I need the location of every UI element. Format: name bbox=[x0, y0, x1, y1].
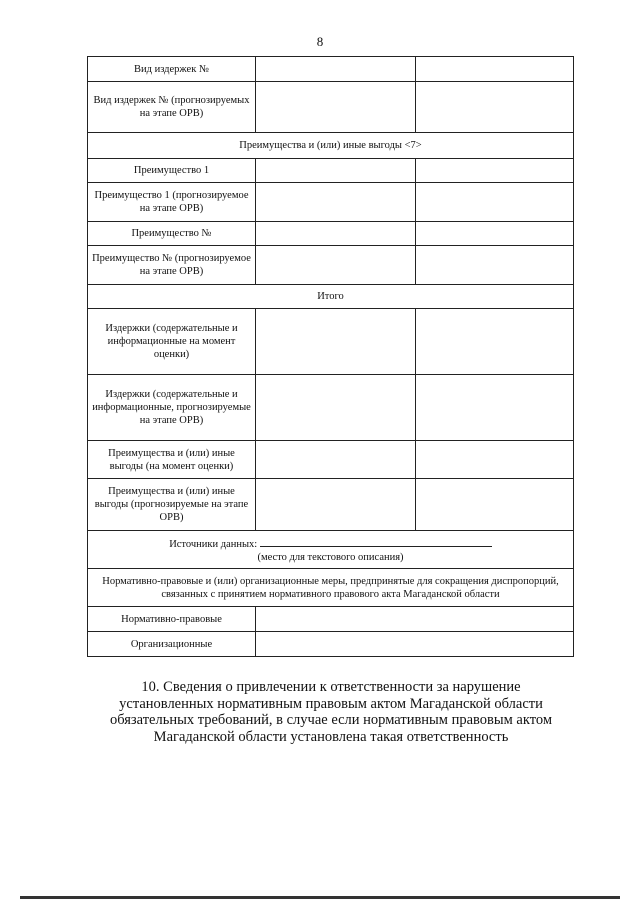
row-label-costs-current: Издержки (содержательные и информационные на момент оценки) bbox=[88, 309, 256, 375]
table-row bbox=[88, 479, 574, 531]
row-label-legal-measures: Нормативно-правовые bbox=[88, 607, 256, 632]
table-cell[interactable] bbox=[256, 57, 416, 82]
table-cell[interactable] bbox=[416, 479, 574, 531]
table-row bbox=[88, 133, 574, 159]
data-sources-hint: (место для текстового описания) bbox=[257, 551, 404, 563]
table-cell[interactable] bbox=[256, 309, 416, 375]
table-cell[interactable] bbox=[416, 375, 574, 441]
row-label-benefit-n: Преимущество № bbox=[88, 222, 256, 246]
row-label-benefits-forecast: Преимущества и (или) иные выгоды (прогнозируемые на этапе ОРВ) bbox=[88, 479, 256, 531]
table-row bbox=[88, 246, 574, 285]
table-cell[interactable] bbox=[256, 246, 416, 285]
assessment-table bbox=[87, 56, 574, 657]
footer-rule bbox=[20, 896, 620, 899]
table-cell[interactable] bbox=[256, 632, 574, 657]
table-cell[interactable] bbox=[256, 222, 416, 246]
table-cell[interactable] bbox=[416, 222, 574, 246]
table-row bbox=[88, 222, 574, 246]
table-row bbox=[88, 159, 574, 183]
benefits-section-header: Преимущества и (или) иные выгоды <7> bbox=[88, 133, 574, 159]
row-label-benefit-n-forecast: Преимущество № (прогнозируемое на этапе ОРВ) bbox=[88, 246, 256, 285]
measures-section-header: Нормативно-правовые и (или) организационные меры, предпринятые для сокращения диспропорций, связанных с принятием нормативного правового акта Магаданской области bbox=[88, 569, 574, 607]
table-row bbox=[88, 309, 574, 375]
table-cell[interactable] bbox=[256, 607, 574, 632]
row-label-benefit-1-forecast: Преимущество 1 (прогнозируемое на этапе ОРВ) bbox=[88, 183, 256, 222]
data-sources-cell[interactable] bbox=[88, 531, 574, 569]
section-10-heading: 10. Сведения о привлечении к ответственности за нарушение установленных нормативным правовым актом Магаданской области обязательных требований, в случае если нормативным правовым актом Магаданской области установлена такая ответственность bbox=[109, 679, 553, 745]
data-sources-line bbox=[260, 536, 492, 547]
table-row bbox=[88, 57, 574, 82]
row-label-costs-forecast: Издержки (содержательные и информационные, прогнозируемые на этапе ОРВ) bbox=[88, 375, 256, 441]
table-cell[interactable] bbox=[416, 57, 574, 82]
table-cell[interactable] bbox=[416, 441, 574, 479]
table-row bbox=[88, 285, 574, 309]
row-label-cost-type-forecast: Вид издержек № (прогнозируемых на этапе ОРВ) bbox=[88, 82, 256, 133]
table-cell[interactable] bbox=[256, 82, 416, 133]
table-cell[interactable] bbox=[416, 82, 574, 133]
table-row bbox=[88, 375, 574, 441]
table-row bbox=[88, 607, 574, 632]
table-cell[interactable] bbox=[416, 309, 574, 375]
table-cell[interactable] bbox=[416, 159, 574, 183]
table-cell[interactable] bbox=[256, 183, 416, 222]
data-sources-label: Источники данных: bbox=[169, 538, 258, 550]
table-row bbox=[88, 82, 574, 133]
row-label-benefits-current: Преимущества и (или) иные выгоды (на момент оценки) bbox=[88, 441, 256, 479]
table-cell[interactable] bbox=[256, 375, 416, 441]
row-label-benefit-1: Преимущество 1 bbox=[88, 159, 256, 183]
table-cell[interactable] bbox=[256, 479, 416, 531]
table-cell[interactable] bbox=[416, 246, 574, 285]
table-cell[interactable] bbox=[256, 159, 416, 183]
table-row bbox=[88, 183, 574, 222]
total-section-header: Итого bbox=[88, 285, 574, 309]
table-row bbox=[88, 632, 574, 657]
table-row bbox=[88, 531, 574, 569]
table-row bbox=[88, 569, 574, 607]
table-row bbox=[88, 441, 574, 479]
table-cell[interactable] bbox=[416, 183, 574, 222]
page-number: 8 bbox=[316, 34, 324, 49]
row-label-organizational-measures: Организационные bbox=[88, 632, 256, 657]
table-cell[interactable] bbox=[256, 441, 416, 479]
row-label-cost-type: Вид издержек № bbox=[88, 57, 256, 82]
